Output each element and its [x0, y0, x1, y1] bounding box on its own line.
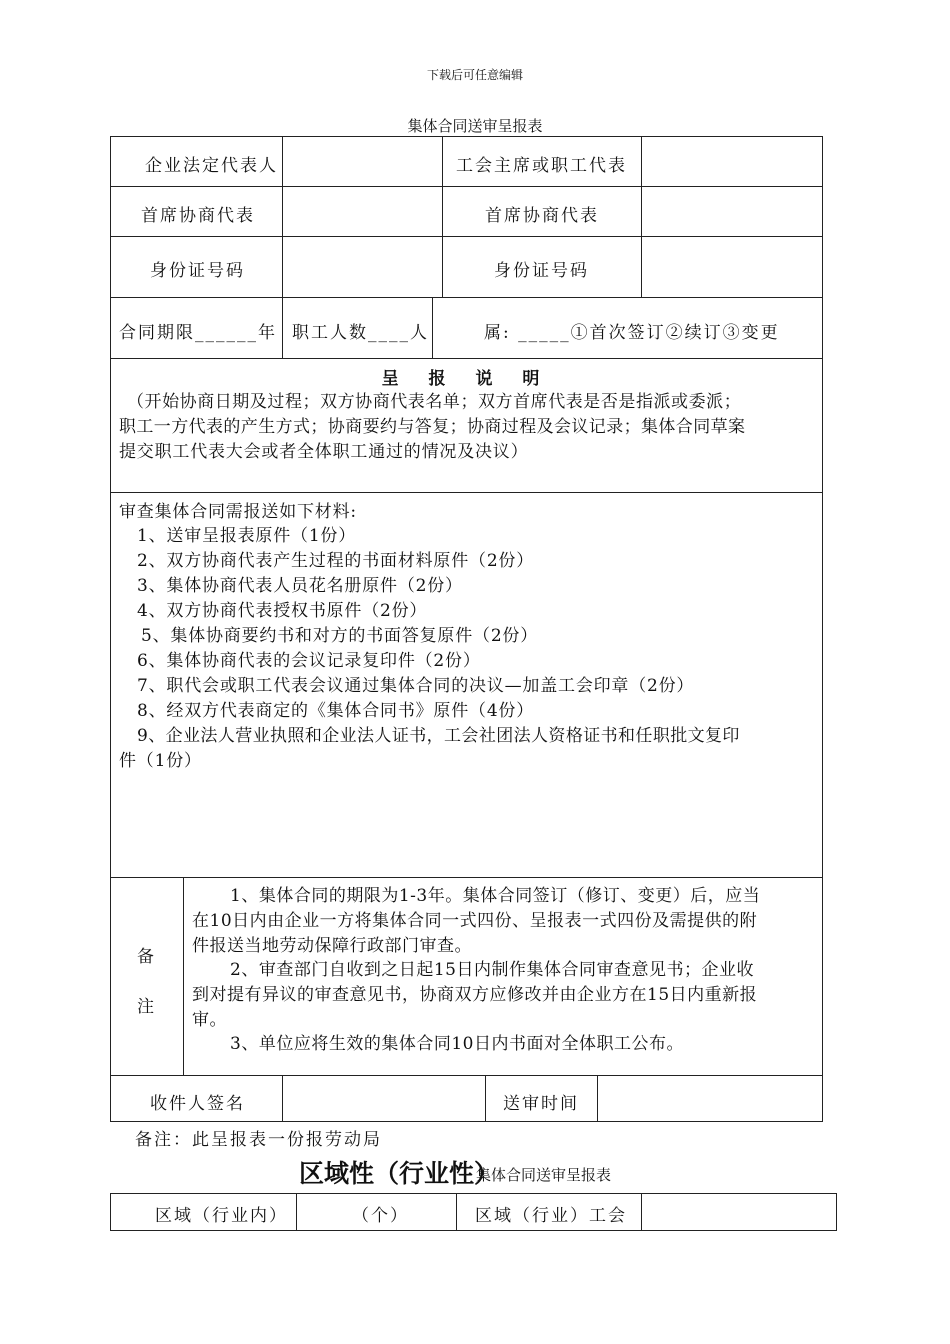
contract-type-field[interactable]: 属: _____①首次签订②续订③变更	[484, 323, 780, 343]
report-line: 提交职工代表大会或者全体职工通过的情况及决议）	[119, 442, 529, 462]
remark-line: 到对提有异议的审查意见书，协商双方应修改并由企业方在15日内重新报	[192, 985, 758, 1005]
form-title: 集体合同送审呈报表	[407, 117, 543, 135]
count-unit-label[interactable]: （个）	[352, 1206, 409, 1226]
region-industry-label: 区域（行业内）	[155, 1206, 288, 1226]
material-item: 7、职代会或职工代表会议通过集体合同的决议—加盖工会印章（2份）	[137, 676, 695, 696]
remark-line: 1、集体合同的期限为1-3年。集体合同签订（修订、变更）后，应当	[230, 886, 761, 906]
legal-rep-field[interactable]	[284, 138, 440, 184]
submission-time-field[interactable]	[599, 1077, 820, 1119]
form2-title-main: 区域性（行业性）	[299, 1159, 500, 1188]
worker-count-field[interactable]: 职工人数____人	[292, 323, 429, 343]
id-number-label-left: 身份证号码	[150, 261, 245, 281]
material-item: 3、集体协商代表人员花名册原件（2份）	[137, 576, 463, 596]
union-chair-field[interactable]	[643, 138, 820, 184]
chief-negotiator-field-left[interactable]	[284, 188, 440, 234]
id-number-field-left[interactable]	[284, 238, 440, 295]
remark-line: 件报送当地劳动保障行政部门审查。	[192, 936, 472, 956]
header-note: 下载后可任意编辑	[426, 68, 523, 82]
legal-rep-label: 企业法定代表人	[145, 156, 278, 176]
union-chair-label: 工会主席或职工代表	[456, 156, 627, 176]
chief-negotiator-label-right: 首席协商代表	[485, 206, 599, 226]
chief-negotiator-field-right[interactable]	[643, 188, 820, 234]
remark-line: 审。	[192, 1010, 227, 1030]
receiver-signature-field[interactable]	[284, 1077, 483, 1119]
form-note: 备注：此呈报表一份报劳动局	[135, 1130, 382, 1150]
contract-term-field[interactable]: 合同期限______年	[119, 323, 277, 343]
chief-negotiator-label-left: 首席协商代表	[141, 206, 255, 226]
material-item: 8、经双方代表商定的《集体合同书》原件（4份）	[137, 701, 535, 721]
material-item: 2、双方协商代表产生过程的书面材料原件（2份）	[137, 551, 535, 571]
report-line: （开始协商日期及过程；双方协商代表名单；双方首席代表是否是指派或委派；	[127, 392, 742, 412]
report-line: 职工一方代表的产生方式；协商要约与答复；协商过程及会议记录；集体合同草案	[119, 417, 746, 437]
remark-line: 3、单位应将生效的集体合同10日内书面对全体职工公布。	[230, 1034, 684, 1054]
remarks-label: 注	[137, 997, 154, 1017]
submission-time-label: 送审时间	[503, 1094, 579, 1114]
region-union-field[interactable]	[643, 1195, 834, 1229]
material-item: 1、送审呈报表原件（1份）	[137, 526, 357, 546]
remark-line: 2、审查部门自收到之日起15日内制作集体合同审查意见书；企业收	[230, 960, 754, 980]
material-item: 6、集体协商代表的会议记录复印件（2份）	[137, 651, 481, 671]
region-union-label: 区域（行业）工会	[475, 1206, 627, 1226]
remark-line: 在10日内由企业一方将集体合同一式四份、呈报表一式四份及需提供的附	[192, 911, 758, 931]
form2-title-sub: 集体合同送审呈报表	[476, 1166, 612, 1184]
remarks-label: 备	[137, 947, 154, 967]
report-heading: 呈 报 说 明	[381, 369, 552, 389]
receiver-signature-label: 收件人签名	[150, 1094, 245, 1114]
material-item: 件（1份）	[119, 751, 202, 771]
material-item: 4、双方协商代表授权书原件（2份）	[137, 601, 428, 621]
materials-heading: 审查集体合同需报送如下材料:	[119, 502, 357, 522]
material-item: 9、企业法人营业执照和企业法人证书，工会社团法人资格证书和任职批文复印	[137, 726, 740, 746]
id-number-field-right[interactable]	[643, 238, 820, 295]
id-number-label-right: 身份证号码	[494, 261, 589, 281]
material-item: 5、集体协商要约书和对方的书面答复原件（2份）	[141, 626, 539, 646]
